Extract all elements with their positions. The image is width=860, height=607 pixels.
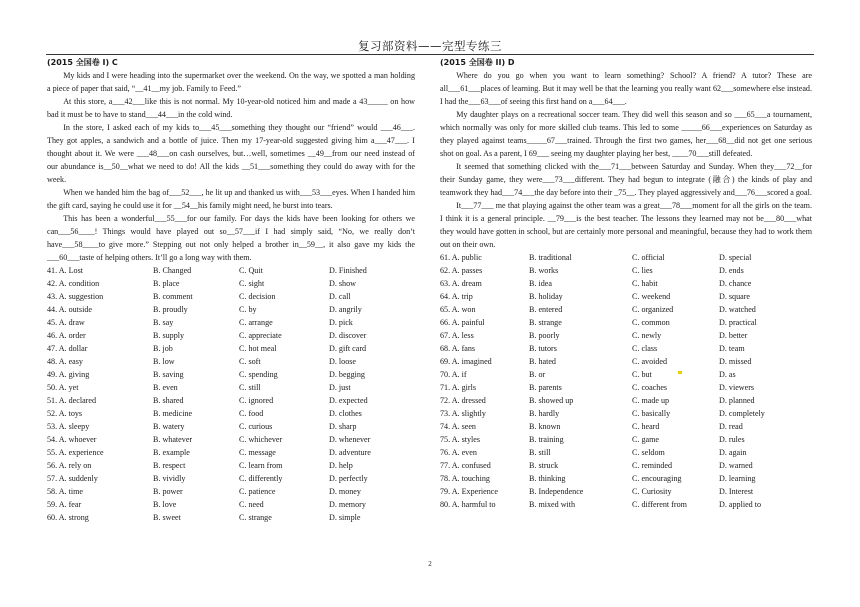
option-choice: D. memory <box>329 500 366 509</box>
option-choice: B. even <box>153 383 178 392</box>
option-choice: 46. A. order <box>47 331 86 340</box>
section-d <box>440 56 812 511</box>
option-row <box>440 303 812 316</box>
option-choice: D. just <box>329 383 351 392</box>
option-choice: 51. A. declared <box>47 396 96 405</box>
option-choice: C. message <box>239 448 276 457</box>
option-choice: 76. A. even <box>440 448 477 457</box>
option-row <box>47 459 415 472</box>
option-choice: C. still <box>239 383 261 392</box>
option-row <box>47 329 415 342</box>
option-choice: C. curious <box>239 422 273 431</box>
page-title: 复习部资料——完型专练三 <box>358 39 502 53</box>
option-choice: C. food <box>239 409 264 418</box>
option-row <box>440 381 812 394</box>
option-choice: 69. A. imagined <box>440 357 492 366</box>
option-choice: 50. A. yet <box>47 383 79 392</box>
option-choice: C. organized <box>632 305 674 314</box>
option-row <box>440 264 812 277</box>
option-row <box>47 355 415 368</box>
option-choice: C. decision <box>239 292 276 301</box>
passage-paragraph: This has been a wonderful___55___for our family. For days the kids have been looking for others we can___56____! Things would have played out so__57___if I had simply said, “No, we really don’t have___58____to give more.” Stepping out not only helped a brother in__59__, it also gave my kids the ___60___taste of helping others. It’ll go a long way with them. <box>47 214 415 262</box>
option-choice: 72. A. dressed <box>440 396 486 405</box>
option-choice: 79. A. Experience <box>440 487 498 496</box>
option-choice: B. known <box>529 422 561 431</box>
option-choice: B. parents <box>529 383 562 392</box>
option-choice: B. medicine <box>153 409 193 418</box>
option-choice: 55. A. experience <box>47 448 104 457</box>
option-choice: B. still <box>529 448 551 457</box>
option-choice: C. whichever <box>239 435 283 444</box>
option-choice: B. hardly <box>529 409 560 418</box>
option-choice: D. discover <box>329 331 367 340</box>
option-row <box>440 485 812 498</box>
option-choice: D. read <box>719 422 743 431</box>
option-choice: B. showed up <box>529 396 574 405</box>
option-choice: B. low <box>153 357 175 366</box>
option-choice: D. missed <box>719 357 752 366</box>
highlight-mark <box>678 371 682 374</box>
passage-paragraph: At this store, a___42___like this is not normal. My 10-year-old noticed him and made a 43_____ on how bad it must be to have to stand___44___in the cold wind. <box>47 97 415 119</box>
option-choice: C. by <box>239 305 257 314</box>
option-choice: B. or <box>529 370 546 379</box>
option-choice: B. entered <box>529 305 563 314</box>
option-choice: B. love <box>153 500 177 509</box>
option-choice: C. differently <box>239 474 283 483</box>
option-choice: C. habit <box>632 279 658 288</box>
option-choice: C. soft <box>239 357 261 366</box>
option-choice: D. Finished <box>329 266 367 275</box>
title-divider <box>46 54 814 55</box>
option-choice: C. appreciate <box>239 331 282 340</box>
option-row <box>47 316 415 329</box>
option-choice: 77. A. confused <box>440 461 491 470</box>
option-row <box>47 498 415 511</box>
option-choice: B. holiday <box>529 292 563 301</box>
option-choice: B. hated <box>529 357 556 366</box>
option-row <box>47 342 415 355</box>
passage-paragraph: It seemed that something clicked with the___71___between Saturday and Sunday. When they___72__for their Sunday game, they were___73___different. They had begun to integrate (融合) the kinds of play and teamwork they had___74___the day before into their _75__. They played aggressively and___76___scored a goal. <box>440 162 812 197</box>
option-choice: B. struck <box>529 461 559 470</box>
option-choice: B. whatever <box>153 435 193 444</box>
option-choice: D. better <box>719 331 748 340</box>
option-choice: 75. A. styles <box>440 435 481 444</box>
option-choice: C. newly <box>632 331 662 340</box>
option-choice: C. avoided <box>632 357 668 366</box>
option-choice: B. mixed with <box>529 500 576 509</box>
option-choice: B. say <box>153 318 174 327</box>
option-choice: D. gift card <box>329 344 367 353</box>
option-choice: 78. A. touching <box>440 474 490 483</box>
option-choice: D. angrily <box>329 305 362 314</box>
option-choice: C. patience <box>239 487 276 496</box>
option-row <box>47 303 415 316</box>
option-row <box>440 316 812 329</box>
section-d-header: (2015 全国卷 II) D <box>440 58 515 67</box>
option-choice: B. thinking <box>529 474 566 483</box>
passage-paragraph: It___77___ me that playing against the other team was a great___78___moment for all the girls on the team. I think it is a general principle. __79___is the best teacher. The lessons they learned may not be___80___what they would have gotten in school, but are certainly more personal and meaningful, because they had to work them out on their own. <box>440 201 812 249</box>
option-choice: C. hot meal <box>239 344 277 353</box>
option-row <box>47 511 415 524</box>
option-choice: D. ends <box>719 266 744 275</box>
option-choice: D. call <box>329 292 351 301</box>
option-choice: C. reminded <box>632 461 673 470</box>
section-d-options <box>440 251 812 511</box>
option-choice: 61. A. public <box>440 253 482 262</box>
option-choice: 48. A. easy <box>47 357 83 366</box>
passage-paragraph: Where do you go when you want to learn something? School? A friend? A tutor? These are all___61___places of learning. But it may well be that the learning you really want 62___somewhere else instead. I had the___63___of seeing this first hand on a___64___. <box>440 71 812 106</box>
option-choice: 63. A. dream <box>440 279 482 288</box>
option-choice: C. Curiosity <box>632 487 672 496</box>
option-choice: D. again <box>719 448 747 457</box>
option-choice: 43. A. suggestion <box>47 292 104 301</box>
option-choice: D. expected <box>329 396 368 405</box>
option-choice: B. Changed <box>153 266 192 275</box>
option-choice: 42. A. condition <box>47 279 100 288</box>
option-row <box>440 277 812 290</box>
option-choice: C. seldom <box>632 448 665 457</box>
option-choice: 54. A. whoever <box>47 435 97 444</box>
option-choice: B. watery <box>153 422 185 431</box>
option-choice: 71. A. girls <box>440 383 476 392</box>
option-choice: C. encouraging <box>632 474 682 483</box>
option-choice: C. common <box>632 318 670 327</box>
section-c-passage <box>47 69 415 264</box>
option-choice: D. chance <box>719 279 752 288</box>
option-choice: D. clothes <box>329 409 362 418</box>
option-choice: 68. A. fans <box>440 344 476 353</box>
option-choice: D. applied to <box>719 500 762 509</box>
option-choice: B. example <box>153 448 190 457</box>
option-choice: B. vividly <box>153 474 186 483</box>
option-choice: C. but <box>632 370 652 379</box>
option-choice: D. show <box>329 279 356 288</box>
option-choice: 70. A. if <box>440 370 467 379</box>
option-choice: D. sharp <box>329 422 357 431</box>
option-choice: D. whenever <box>329 435 371 444</box>
option-choice: D. rules <box>719 435 745 444</box>
option-choice: B. shared <box>153 396 184 405</box>
option-choice: 80. A. harmful to <box>440 500 496 509</box>
passage-paragraph: My daughter plays on a recreational soccer team. They did well this season and so ___65___a tournament, which normally was only for more skilled club teams. This led to some _____66___experiences on Saturday as they played against teams_____67___trained. Through the first two games, her___68__did not get one serious shot on goal. As a parent, I 69___ seeing my daughter playing her best, ____70___still defeated. <box>440 110 812 158</box>
option-choice: D. help <box>329 461 353 470</box>
option-row <box>440 290 812 303</box>
option-row <box>440 368 812 381</box>
option-choice: C. strange <box>239 513 272 522</box>
section-c <box>47 56 415 524</box>
option-choice: 45. A. draw <box>47 318 85 327</box>
option-choice: D. loose <box>329 357 356 366</box>
option-choice: D. watched <box>719 305 756 314</box>
option-choice: B. comment <box>153 292 193 301</box>
option-choice: D. learning <box>719 474 756 483</box>
option-choice: 64. A. trip <box>440 292 473 301</box>
option-row <box>440 355 812 368</box>
option-row <box>440 433 812 446</box>
option-choice: C. coaches <box>632 383 668 392</box>
option-choice: C. Quit <box>239 266 263 275</box>
section-c-options <box>47 264 415 524</box>
option-choice: B. works <box>529 266 559 275</box>
option-choice: 66. A. painful <box>440 318 485 327</box>
passage-paragraph: In the store, I asked each of my kids to___45___something they thought our “friend” would ___46___. They got apples, a sandwich and a bottle of juice. Then my 17-year-old suggested giving him a___47___. I thought about it. We were ___48___on cash ourselves, but…well, sometimes __49__from our need instead of our abundance is__50__what we need to do! All the kids __51___something they could do away with for the week. <box>47 123 415 184</box>
option-choice: D. pick <box>329 318 353 327</box>
option-choice: C. learn from <box>239 461 283 470</box>
option-choice: C. weekend <box>632 292 671 301</box>
option-choice: 47. A. dollar <box>47 344 88 353</box>
option-choice: B. traditional <box>529 253 572 262</box>
option-choice: B. strange <box>529 318 562 327</box>
option-choice: 59. A. fear <box>47 500 82 509</box>
option-choice: C. made up <box>632 396 670 405</box>
option-choice: 49. A. giving <box>47 370 90 379</box>
option-choice: C. basically <box>632 409 671 418</box>
option-choice: D. planned <box>719 396 755 405</box>
option-row <box>47 485 415 498</box>
option-choice: 65. A. won <box>440 305 476 314</box>
option-row <box>440 446 812 459</box>
option-choice: B. power <box>153 487 183 496</box>
option-choice: B. training <box>529 435 564 444</box>
option-choice: B. tutors <box>529 344 557 353</box>
option-choice: D. square <box>719 292 751 301</box>
option-choice: B. idea <box>529 279 552 288</box>
option-row <box>440 329 812 342</box>
option-choice: B. sweet <box>153 513 181 522</box>
option-row <box>440 407 812 420</box>
option-choice: D. begging <box>329 370 365 379</box>
option-choice: 56. A. rely on <box>47 461 92 470</box>
option-choice: C. sight <box>239 279 265 288</box>
option-choice: D. team <box>719 344 745 353</box>
option-choice: 41. A. Lost <box>47 266 83 275</box>
option-choice: 52. A. toys <box>47 409 83 418</box>
option-choice: D. special <box>719 253 752 262</box>
option-choice: D. money <box>329 487 361 496</box>
option-choice: B. respect <box>153 461 186 470</box>
option-choice: C. arrange <box>239 318 273 327</box>
option-row <box>440 251 812 264</box>
option-choice: C. need <box>239 500 264 509</box>
option-choice: C. lies <box>632 266 653 275</box>
option-row <box>440 498 812 511</box>
option-choice: C. spending <box>239 370 278 379</box>
option-row <box>47 433 415 446</box>
option-choice: D. as <box>719 370 736 379</box>
section-c-header: (2015 全国卷 I) C <box>47 58 118 67</box>
option-row <box>47 394 415 407</box>
option-row <box>47 446 415 459</box>
option-choice: 73. A. slightly <box>440 409 486 418</box>
passage-paragraph: When we handed him the bag of___52___, he lit up and thanked us with___53___eyes. When I handed him the gift card, saying he could use it for __54__his family might need, he burst into tears. <box>47 188 415 210</box>
option-choice: 57. A. suddenly <box>47 474 98 483</box>
option-choice: C. class <box>632 344 658 353</box>
option-choice: D. completely <box>719 409 765 418</box>
passage-paragraph: My kids and I were heading into the supermarket over the weekend. On the way, we spotted a man holding a piece of paper that said, “__41__my job. Family to Feed.” <box>47 71 415 93</box>
option-choice: D. viewers <box>719 383 755 392</box>
option-choice: C. different from <box>632 500 687 509</box>
option-choice: C. game <box>632 435 659 444</box>
option-row <box>440 342 812 355</box>
option-choice: B. saving <box>153 370 184 379</box>
option-choice: D. warned <box>719 461 753 470</box>
option-row <box>440 394 812 407</box>
option-choice: C. ignored <box>239 396 274 405</box>
option-choice: B. job <box>153 344 173 353</box>
option-choice: 44. A. outside <box>47 305 92 314</box>
option-choice: 74. A. seen <box>440 422 476 431</box>
option-choice: 58. A. time <box>47 487 83 496</box>
option-row <box>47 264 415 277</box>
option-row <box>440 459 812 472</box>
option-row <box>47 472 415 485</box>
page-number: 2 <box>428 560 432 568</box>
option-choice: D. simple <box>329 513 361 522</box>
section-d-passage <box>440 69 812 251</box>
option-row <box>47 368 415 381</box>
option-choice: D. practical <box>719 318 757 327</box>
option-choice: C. heard <box>632 422 660 431</box>
option-row <box>47 290 415 303</box>
option-choice: D. adventure <box>329 448 371 457</box>
option-choice: B. poorly <box>529 331 560 340</box>
option-choice: B. supply <box>153 331 185 340</box>
option-choice: 67. A. less <box>440 331 474 340</box>
option-choice: B. Independence <box>529 487 584 496</box>
option-row <box>47 420 415 433</box>
option-choice: 62. A. passes <box>440 266 483 275</box>
option-row <box>47 381 415 394</box>
option-choice: C. official <box>632 253 665 262</box>
option-row <box>440 472 812 485</box>
option-choice: 60. A. strong <box>47 513 89 522</box>
option-row <box>440 420 812 433</box>
option-choice: B. proudly <box>153 305 188 314</box>
option-choice: D. Interest <box>719 487 754 496</box>
option-choice: B. place <box>153 279 180 288</box>
option-row <box>47 277 415 290</box>
option-choice: 53. A. sleepy <box>47 422 90 431</box>
option-choice: D. perfectly <box>329 474 368 483</box>
option-row <box>47 407 415 420</box>
